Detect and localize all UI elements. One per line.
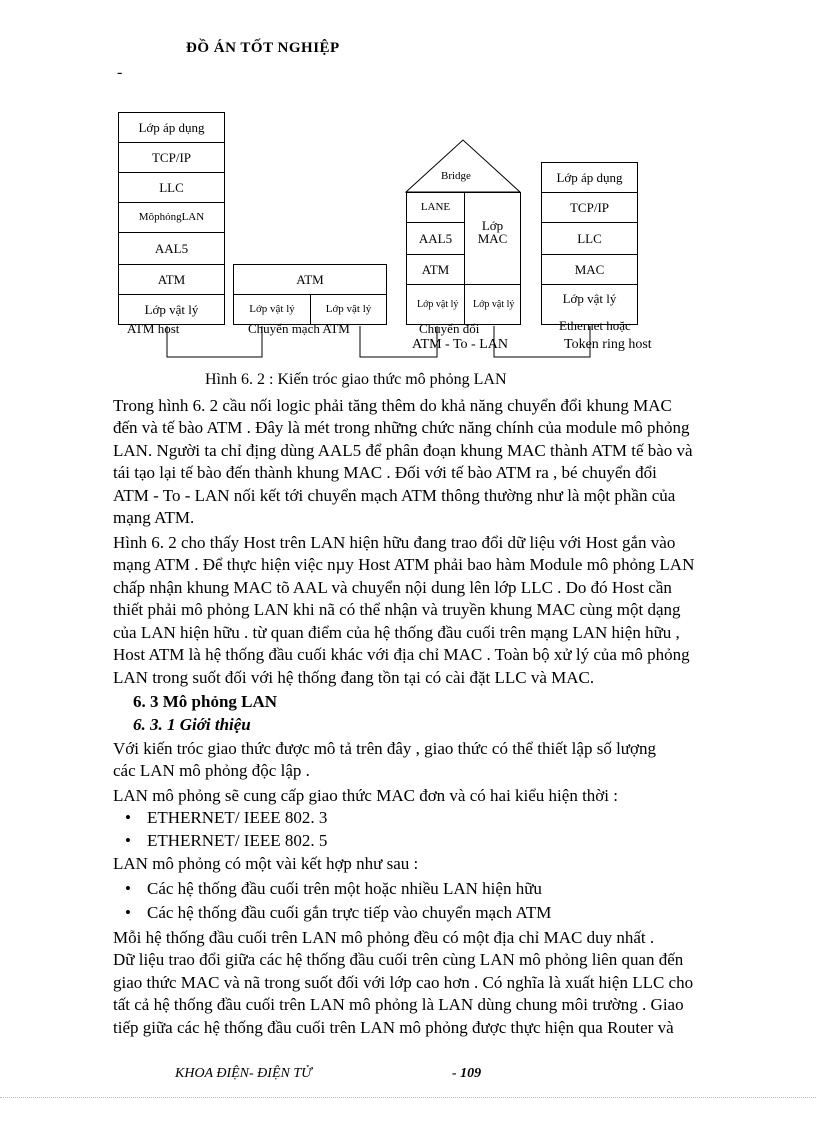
footer-page-number: - 109 bbox=[452, 1066, 482, 1081]
stack-layer: LLC bbox=[541, 222, 638, 255]
text-line: Mỗi hệ thống đầu cuối trên LAN mô phỏng đều có một địa chỉ MAC duy nhất . bbox=[113, 928, 655, 947]
atm-switch-label: Chuyển mạch ATM bbox=[248, 321, 350, 336]
header-dash: - bbox=[117, 64, 123, 81]
text-line: tất cả hệ thống đầu cuối trên LAN mô phỏng là LAN dùng chung môi trường . Giao bbox=[113, 995, 684, 1014]
text-line: tái tạo lại tế bào đến thành khung MAC . Đối với tế bào ATM ra , bé chuyển đổi bbox=[113, 463, 657, 482]
ethernet-label-line2: Token ring host bbox=[564, 337, 652, 352]
bridge-mac-layer: Lớp MAC bbox=[464, 192, 521, 285]
stack-layer: Lớp vật lý bbox=[118, 294, 225, 325]
text-line: Host ATM là hệ thống đầu cuối khác với địa chỉ MAC . Toàn bộ xử lý của mô phỏng bbox=[113, 645, 690, 664]
text-line: thiết phải mô phỏng LAN khi nã có thể nhận và truyền khung MAC cùng một dạng bbox=[113, 600, 681, 619]
text-line: Hình 6. 2 cho thấy Host trên LAN hiện hữu đang trao đổi dữ liệu với Host gắn vào bbox=[113, 533, 676, 552]
bridge-phy-layer: Lớp vật lý bbox=[464, 284, 521, 325]
text-line: LAN trong suốt đối với hệ thống đang tồn tại có cài đặt LLC và MAC. bbox=[113, 668, 595, 687]
stack-layer: ATM bbox=[118, 264, 225, 295]
ethernet-label-line1: Ethernet hoặc bbox=[559, 318, 631, 333]
bridge-aal5-layer: AAL5 bbox=[406, 222, 465, 255]
subsection-title: 6. 3. 1 Giới thiệu bbox=[133, 715, 251, 734]
stack-layer: TCP/IP bbox=[541, 192, 638, 223]
text-line: Với kiến tróc giao thức được mô tả trên đây , giao thức có thể thiết lập số lượng bbox=[113, 739, 656, 758]
text-line: Dữ liệu trao đổi giữa các hệ thống đầu cuối trên cùng LAN mô phỏng liên quan đến bbox=[113, 950, 684, 969]
stack-layer: Lớp vật lý bbox=[541, 284, 638, 325]
text-line: giao thức MAC và nã trong suốt đối với lớp cao hơn . Có nghĩa là xuất hiện LLC cho bbox=[113, 973, 694, 992]
stack-layer: LLC bbox=[118, 172, 225, 203]
list-item: • ETHERNET/ IEEE 802. 3 bbox=[147, 808, 327, 828]
stack-layer: MôphỏngLAN bbox=[118, 202, 225, 233]
text-line: của LAN hiện hữu . từ quan điểm của hệ thống đầu cuối trên mạng LAN hiện hữu , bbox=[113, 623, 680, 642]
stack-layer: TCP/IP bbox=[118, 142, 225, 173]
text-line: mạng ATM . Để thực hiện việc nµy Host ATM phải bao hàm Module mô phỏng LAN bbox=[113, 555, 695, 574]
figure-caption: Hình 6. 2 : Kiến tróc giao thức mô phỏng LAN bbox=[205, 371, 507, 388]
bridge-label-line2: ATM - To - LAN bbox=[412, 337, 508, 352]
text-line: chấp nhận khung MAC tõ AAL và chuyển nội dung lên lớp LLC . Do đó Host cần bbox=[113, 578, 672, 597]
text-line: mạng ATM. bbox=[113, 508, 195, 527]
stack-layer: MAC bbox=[541, 254, 638, 285]
list-item: • Các hệ thống đầu cuối trên một hoặc nhiều LAN hiện hữu bbox=[147, 879, 542, 899]
bridge-label-line1: Chuyển đổi bbox=[419, 321, 480, 336]
text-line: ATM - To - LAN nối kết tới chuyển mạch ATM thông thường như là một phần của bbox=[113, 486, 676, 505]
list-item: • Các hệ thống đầu cuối gắn trực tiếp vào chuyển mạch ATM bbox=[147, 903, 551, 923]
text-line: các LAN mô phỏng độc lập . bbox=[113, 761, 310, 780]
text-line: LAN mô phỏng sẽ cung cấp giao thức MAC đơn và có hai kiểu hiện thời : bbox=[113, 786, 618, 805]
combo-intro: LAN mô phỏng có một vài kết hợp như sau : bbox=[113, 854, 419, 873]
text-line: LAN. Người ta chỉ địng dùng AAL5 để phân đoạn khung MAC thành ATM tế bào và bbox=[113, 441, 693, 460]
bridge-roof-label: Bridge bbox=[441, 170, 471, 182]
text-line: tiếp giữa các hệ thống đầu cuối trên LAN mô phỏng được thực hiện qua Router và bbox=[113, 1018, 674, 1037]
text-line: Trong hình 6. 2 cầu nối logic phải tăng thêm do khả năng chuyển đổi khung MAC bbox=[113, 396, 672, 415]
page-header-title: ĐỒ ÁN TỐT NGHIỆP bbox=[186, 40, 340, 56]
switch-phy-layer: Lớp vật lý bbox=[310, 294, 387, 325]
atm-host-label: ATM host bbox=[127, 321, 180, 336]
text-line: đến và tế bào ATM . Đây là mét trong những chức năng chính của module mô phỏng bbox=[113, 418, 690, 437]
list-item: • ETHERNET/ IEEE 802. 5 bbox=[147, 831, 327, 851]
stack-layer: AAL5 bbox=[118, 232, 225, 265]
footer-department: KHOA ĐIỆN- ĐIỆN TỬ bbox=[175, 1066, 312, 1081]
footer-divider bbox=[0, 1097, 816, 1098]
stack-layer: Lớp áp dụng bbox=[118, 112, 225, 143]
bridge-lane-layer: LANE bbox=[406, 192, 465, 223]
bridge-phy-layer: Lớp vật lý bbox=[406, 284, 465, 325]
switch-atm-layer: ATM bbox=[233, 264, 387, 295]
switch-phy-layer: Lớp vật lý bbox=[233, 294, 311, 325]
stack-layer: Lớp áp dụng bbox=[541, 162, 638, 193]
section-title: 6. 3 Mô phỏng LAN bbox=[133, 692, 278, 711]
bridge-atm-layer: ATM bbox=[406, 254, 465, 285]
